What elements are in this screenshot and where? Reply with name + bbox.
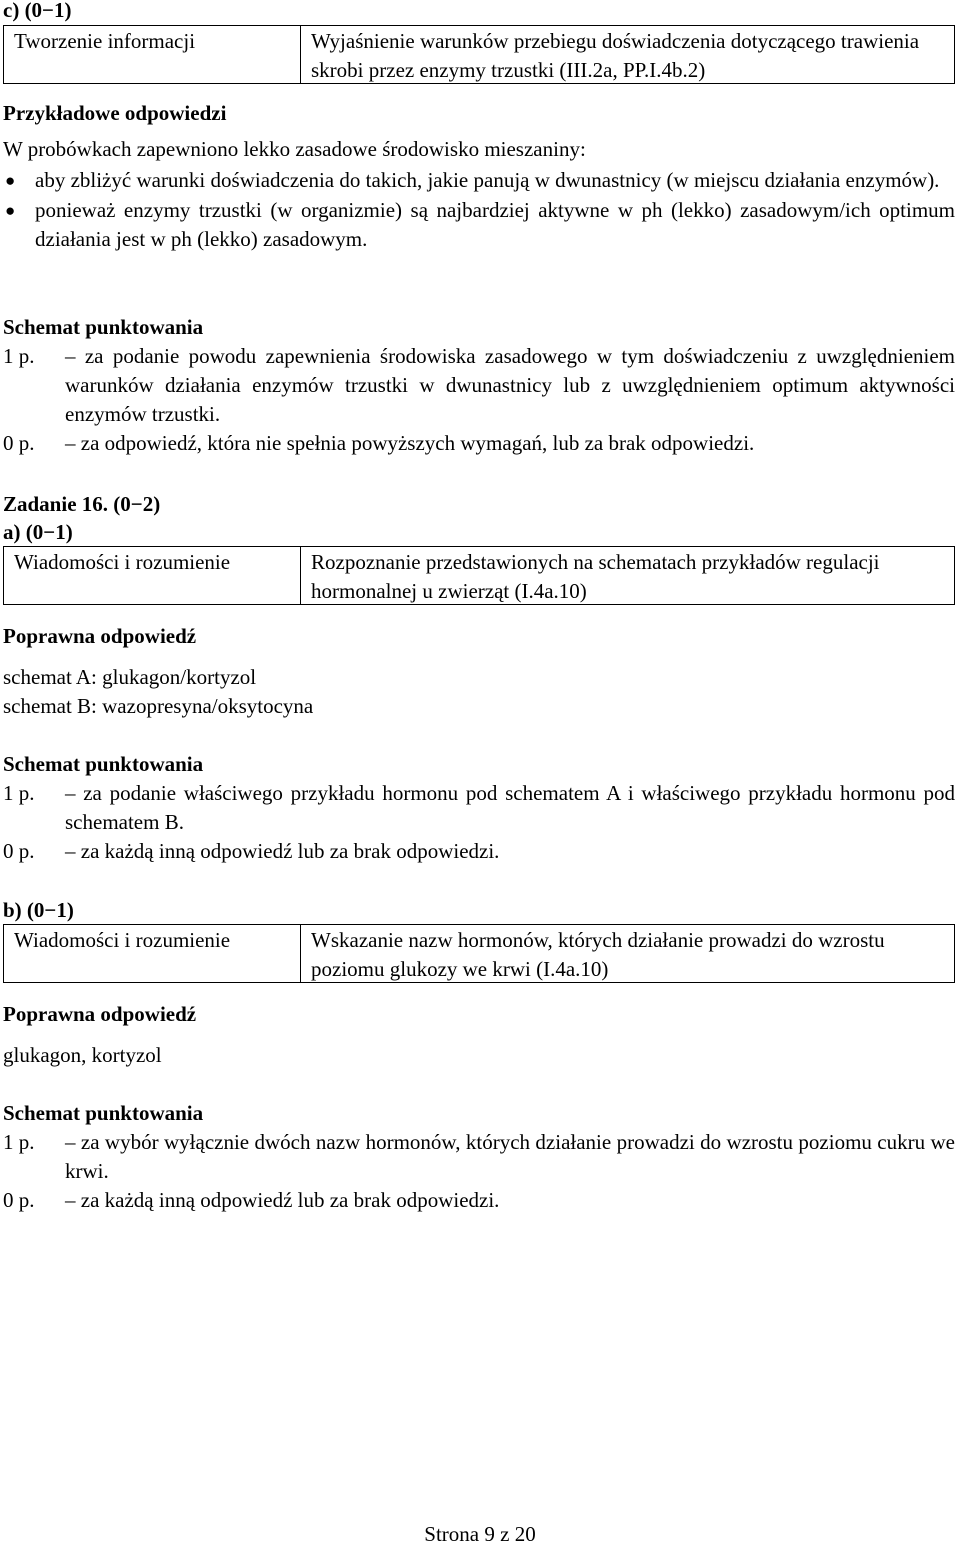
scoring-scheme-heading: Schemat punktowania (3, 1101, 204, 1125)
scoring-scheme-heading: Schemat punktowania (3, 752, 204, 776)
task-title: Zadanie 16. (0−2) (3, 492, 161, 516)
score-item (3, 779, 955, 837)
score-item (3, 429, 955, 458)
score-points: 1 p. (3, 344, 35, 368)
score-text: – za każdą inną odpowiedź lub za brak odpowiedzi. (65, 1188, 500, 1212)
bullet-icon: ● (5, 171, 16, 190)
score-points: 0 p. (3, 839, 35, 863)
part-a-label: a) (0−1) (3, 520, 73, 544)
skill-area-cell: Wiadomości i rozumienie (4, 547, 301, 604)
score-item (3, 342, 955, 429)
score-points: 0 p. (3, 1188, 35, 1212)
score-text: – za podanie właściwego przykładu hormonu pod schematem A i właściwego przykładu hormonu pod schematem B. (65, 781, 955, 834)
bullet-icon: ● (5, 201, 16, 220)
scoring-list (3, 1128, 955, 1215)
answer-line: schemat B: wazopresyna/oksytocyna (3, 694, 314, 718)
part-b-skill-table (3, 924, 955, 983)
correct-answer-heading: Poprawna odpowiedź (3, 1002, 197, 1026)
list-item-text: ponieważ enzymy trzustki (w organizmie) są najbardziej aktywne w ph (lekko) zasadowym/ich optimum działania jest w ph (lekko) zasadowym. (35, 198, 955, 251)
scoring-scheme-heading: Schemat punktowania (3, 315, 204, 339)
score-text: – za każdą inną odpowiedź lub za brak odpowiedzi. (65, 839, 500, 863)
requirement-cell: Wskazanie nazw hormonów, których działanie prowadzi do wzrostu poziomu glukozy we krwi (I.4a.10) (311, 928, 885, 981)
skill-area-cell: Tworzenie informacji (4, 26, 301, 83)
score-item (3, 1186, 955, 1215)
list-item-text: aby zbliżyć warunki doświadczenia do takich, jakie panują w dwunastnicy (w miejscu działania enzymów). (35, 168, 940, 192)
requirement-cell: Rozpoznanie przedstawionych na schematach przykładów regulacji hormonalnej u zwierząt (I.4a.10) (311, 550, 880, 603)
score-text: – za odpowiedź, która nie spełnia powyższych wymagań, lub za brak odpowiedzi. (65, 431, 755, 455)
requirement-cell: Wyjaśnienie warunków przebiegu doświadczenia dotyczącego trawienia skrobi przez enzymy trzustki (III.2a, PP.I.4b.2) (311, 29, 920, 82)
scoring-list (3, 779, 955, 866)
part-b-label: b) (0−1) (3, 898, 74, 922)
score-text: – za wybór wyłącznie dwóch nazw hormonów, których działanie prowadzi do wzrostu poziomu cukru we krwi. (65, 1130, 955, 1183)
score-item (3, 837, 955, 866)
answers-intro: W probówkach zapewniono lekko zasadowe środowisko mieszaniny: (3, 137, 586, 161)
score-points: 1 p. (3, 781, 35, 805)
correct-answer (3, 663, 313, 721)
page-number-footer: Strona 9 z 20 (424, 1522, 536, 1546)
example-answers-heading: Przykładowe odpowiedzi (3, 101, 227, 125)
part-a-skill-table (3, 546, 955, 605)
list-item (3, 166, 955, 195)
correct-answer-heading: Poprawna odpowiedź (3, 624, 197, 648)
answer-line: glukagon, kortyzol (3, 1043, 162, 1067)
scoring-list (3, 342, 955, 458)
correct-answer (3, 1041, 162, 1070)
score-text: – za podanie powodu zapewnienia środowiska zasadowego w tym doświadczeniu z uwzględnieniem warunków działania enzymów trzustki w dwunastnicy lub z uwzględnieniem optimum aktywności enzymów trzustki. (65, 344, 955, 426)
skill-area-cell: Wiadomości i rozumienie (4, 925, 301, 982)
section-c-skill-table (3, 25, 955, 84)
answer-line: schemat A: glukagon/kortyzol (3, 665, 257, 689)
score-item (3, 1128, 955, 1186)
score-points: 1 p. (3, 1130, 35, 1154)
answer-bullet-list (3, 166, 955, 254)
section-c-label: c) (0−1) (3, 0, 72, 22)
list-item (3, 196, 955, 254)
score-points: 0 p. (3, 431, 35, 455)
